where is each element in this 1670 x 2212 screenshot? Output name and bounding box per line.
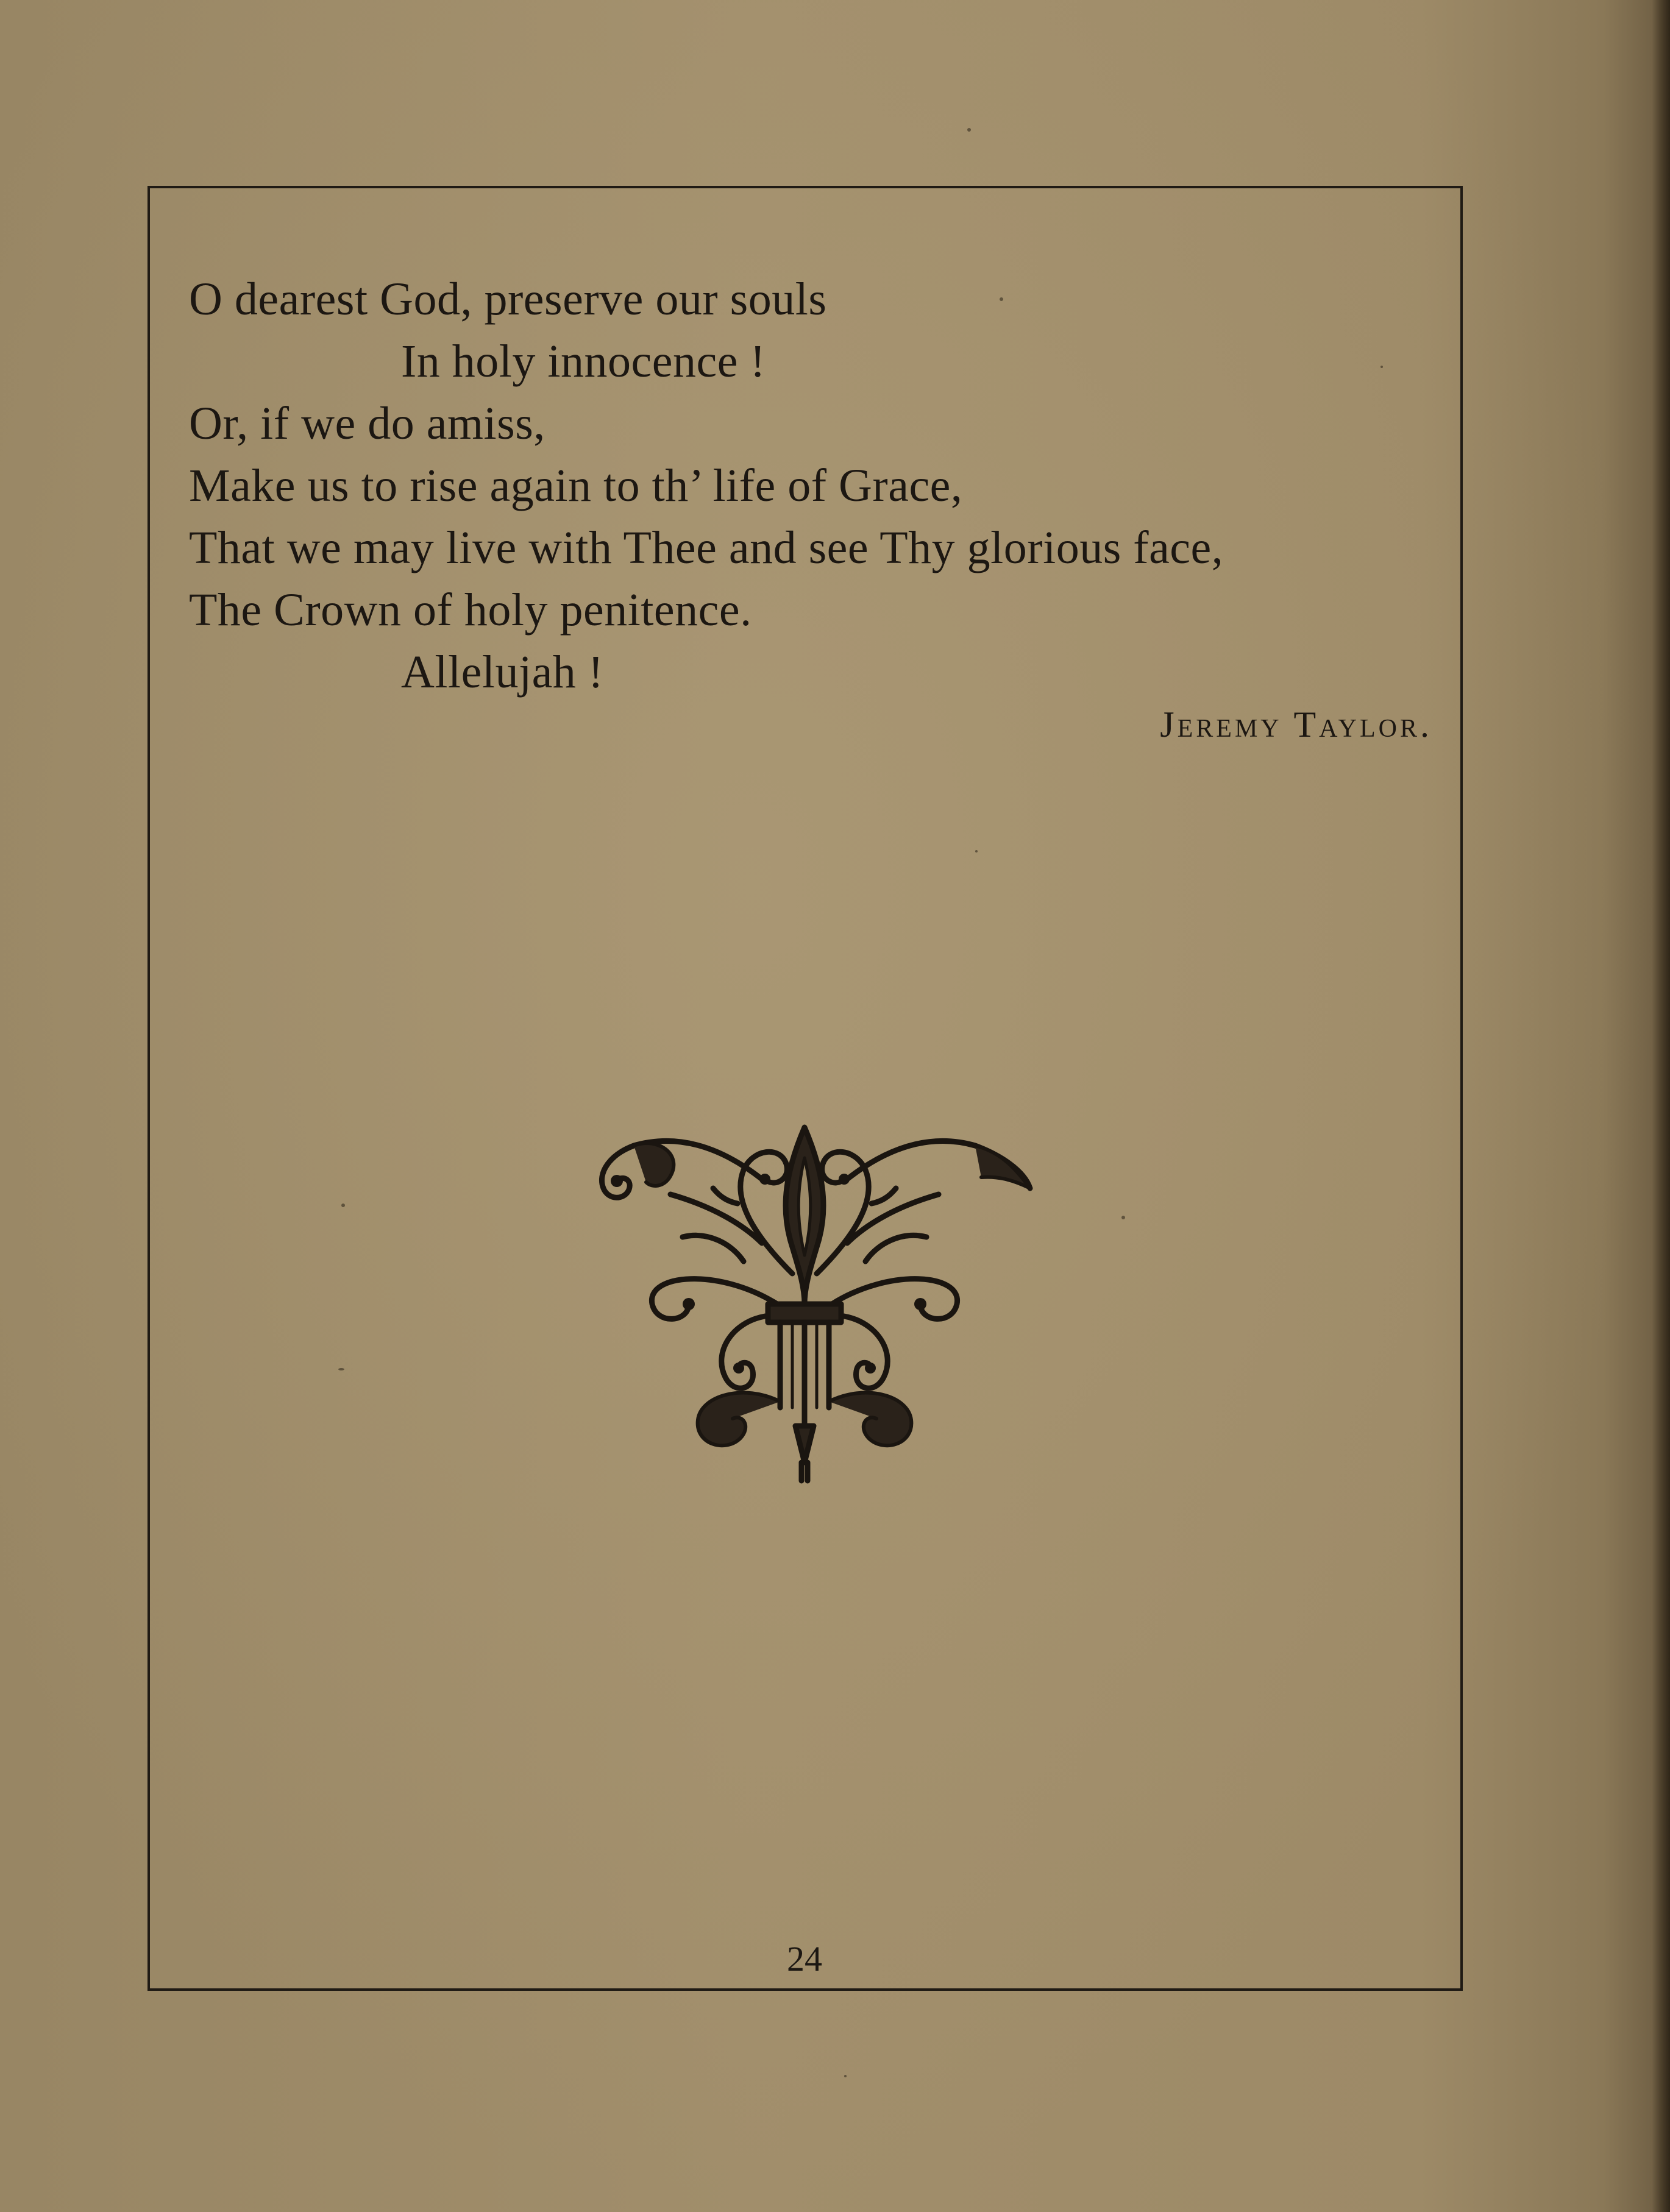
poem-line-2: In holy innocence ! xyxy=(401,336,766,387)
poem-line-4: Make us to rise again to th’ life of Grace, xyxy=(189,460,963,511)
poem-line-6: The Crown of holy penitence. xyxy=(189,584,752,636)
poem-line-5: That we may live with Thee and see Thy glorious face, xyxy=(189,522,1224,573)
paper-speck xyxy=(844,2075,847,2077)
poem-attribution: Jeremy Taylor. xyxy=(1160,704,1432,745)
poem-line-7: Allelujah ! xyxy=(401,647,604,698)
page-edge-shadow xyxy=(1652,0,1670,2212)
fleur-de-lis-ornament-icon xyxy=(561,1121,1048,1487)
poem-line-1: O dearest God, preserve our souls xyxy=(189,274,827,325)
poem-text xyxy=(189,268,1444,703)
poem-line-3: Or, if we do amiss, xyxy=(189,398,545,449)
paper-speck xyxy=(967,128,971,132)
page-number: 24 xyxy=(787,1939,822,1979)
